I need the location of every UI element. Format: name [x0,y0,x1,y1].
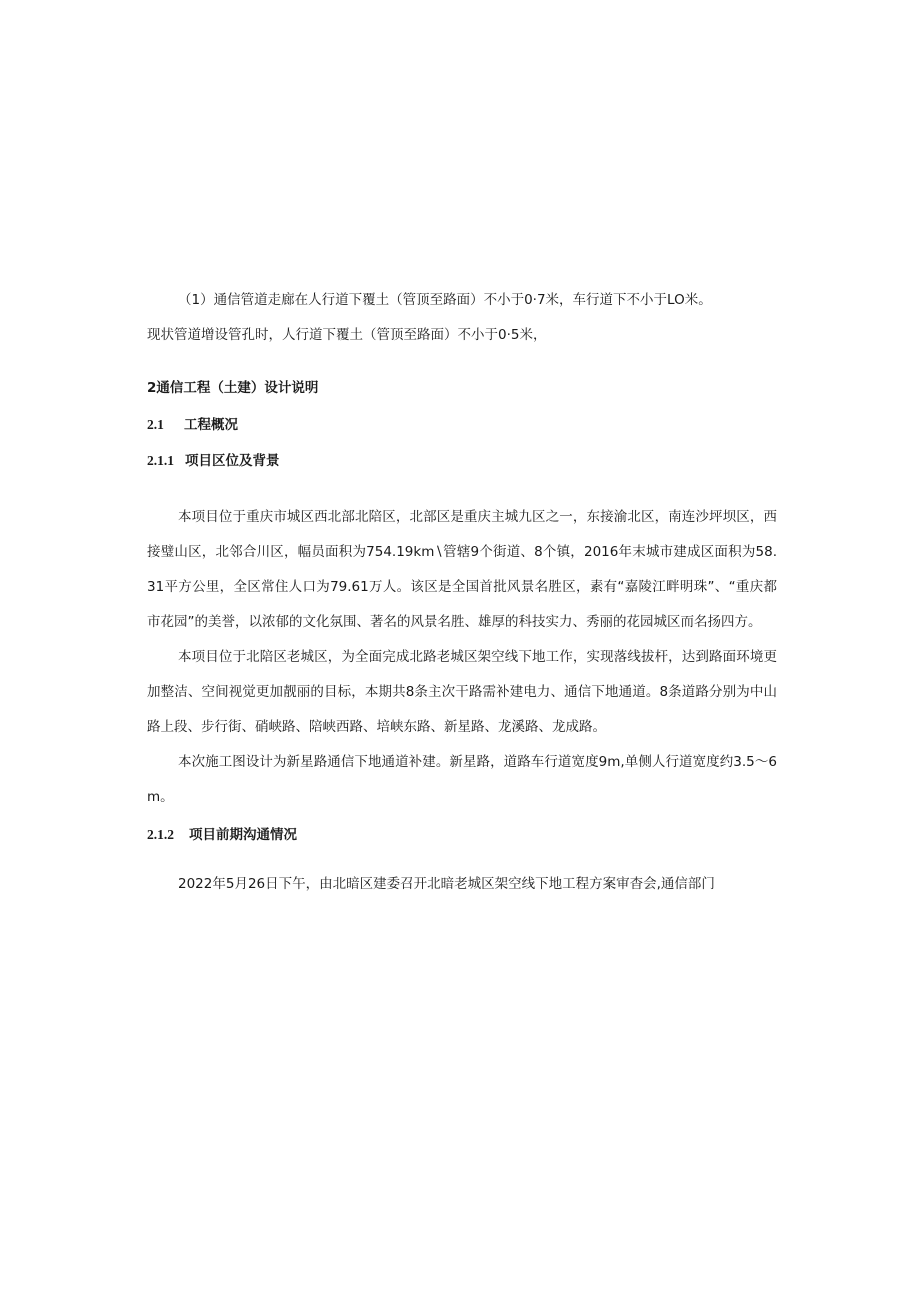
section-title: 工程概况 [184,417,238,433]
section-number: 2.1.1 [147,453,174,468]
section-heading-2 [147,378,777,398]
section-title: 项目前期沟通情况 [189,827,297,843]
paragraph-line: 现状管道增设管孔时，人行道下覆土（管顶至路面）不小于0·5米， [147,327,547,343]
paragraph-design-scope: 本次施工图设计为新星路通信下地通道补建。新星路，道路车行道宽度9m,单侧人行道宽度约3.5～6m。 [147,754,777,805]
section-heading-2-1-2 [147,825,777,845]
paragraph-project-location: 本项目位于重庆市城区西北部北陪区，北部区是重庆主城九区之一，东接渝北区，南连沙坪坝区，西接璧山区，北邻合川区，幅员面积为754.19km∖管辖9个街道、8个镇，2016年末城市建成区面积为58.31平方公里，全区常住人口为79.61万人。该区是全国首批风景名胜区，素有“嘉陵江畔明珠”、“重庆都市花园”的美誉，以浓郁的文化氛围、著名的风景名胜、雄厚的科技实力、秀丽的花园城区而名扬四方。 [147,509,777,630]
section-number: 2.1.2 [147,827,174,842]
section-heading-2-1-1 [147,451,777,471]
section-number: 2.1 [147,417,164,432]
paragraph-line: （1）通信管道走廊在人行道下覆土（管顶至路面）不小于0·7米，车行道下不小于LO米。 [178,292,712,308]
paragraph-pipe-cover-requirements [147,283,777,353]
document-body [147,283,777,902]
paragraph-project-scope: 本项目位于北陪区老城区，为全面完成北路老城区架空线下地工作，实现落线拔杆，达到路面环境更加整洁、空间视觉更加靓丽的目标，本期共8条主次干路需补建电力、通信下地通道。8条道路分别为中山路上段、步行街、硝峡路、陪峡西路、培峡东路、新星路、龙溪路、龙成路。 [147,649,777,735]
section-heading-2-1 [147,415,777,435]
section-title: 项目区位及背景 [185,453,280,469]
section-heading-text: 2通信工程（土建）设计说明 [147,380,319,396]
paragraph-preliminary-communication: 2022年5月26日下午，由北暗区建委召开北暗老城区架空线下地工程方案审杳会,通信部门 [178,876,715,892]
